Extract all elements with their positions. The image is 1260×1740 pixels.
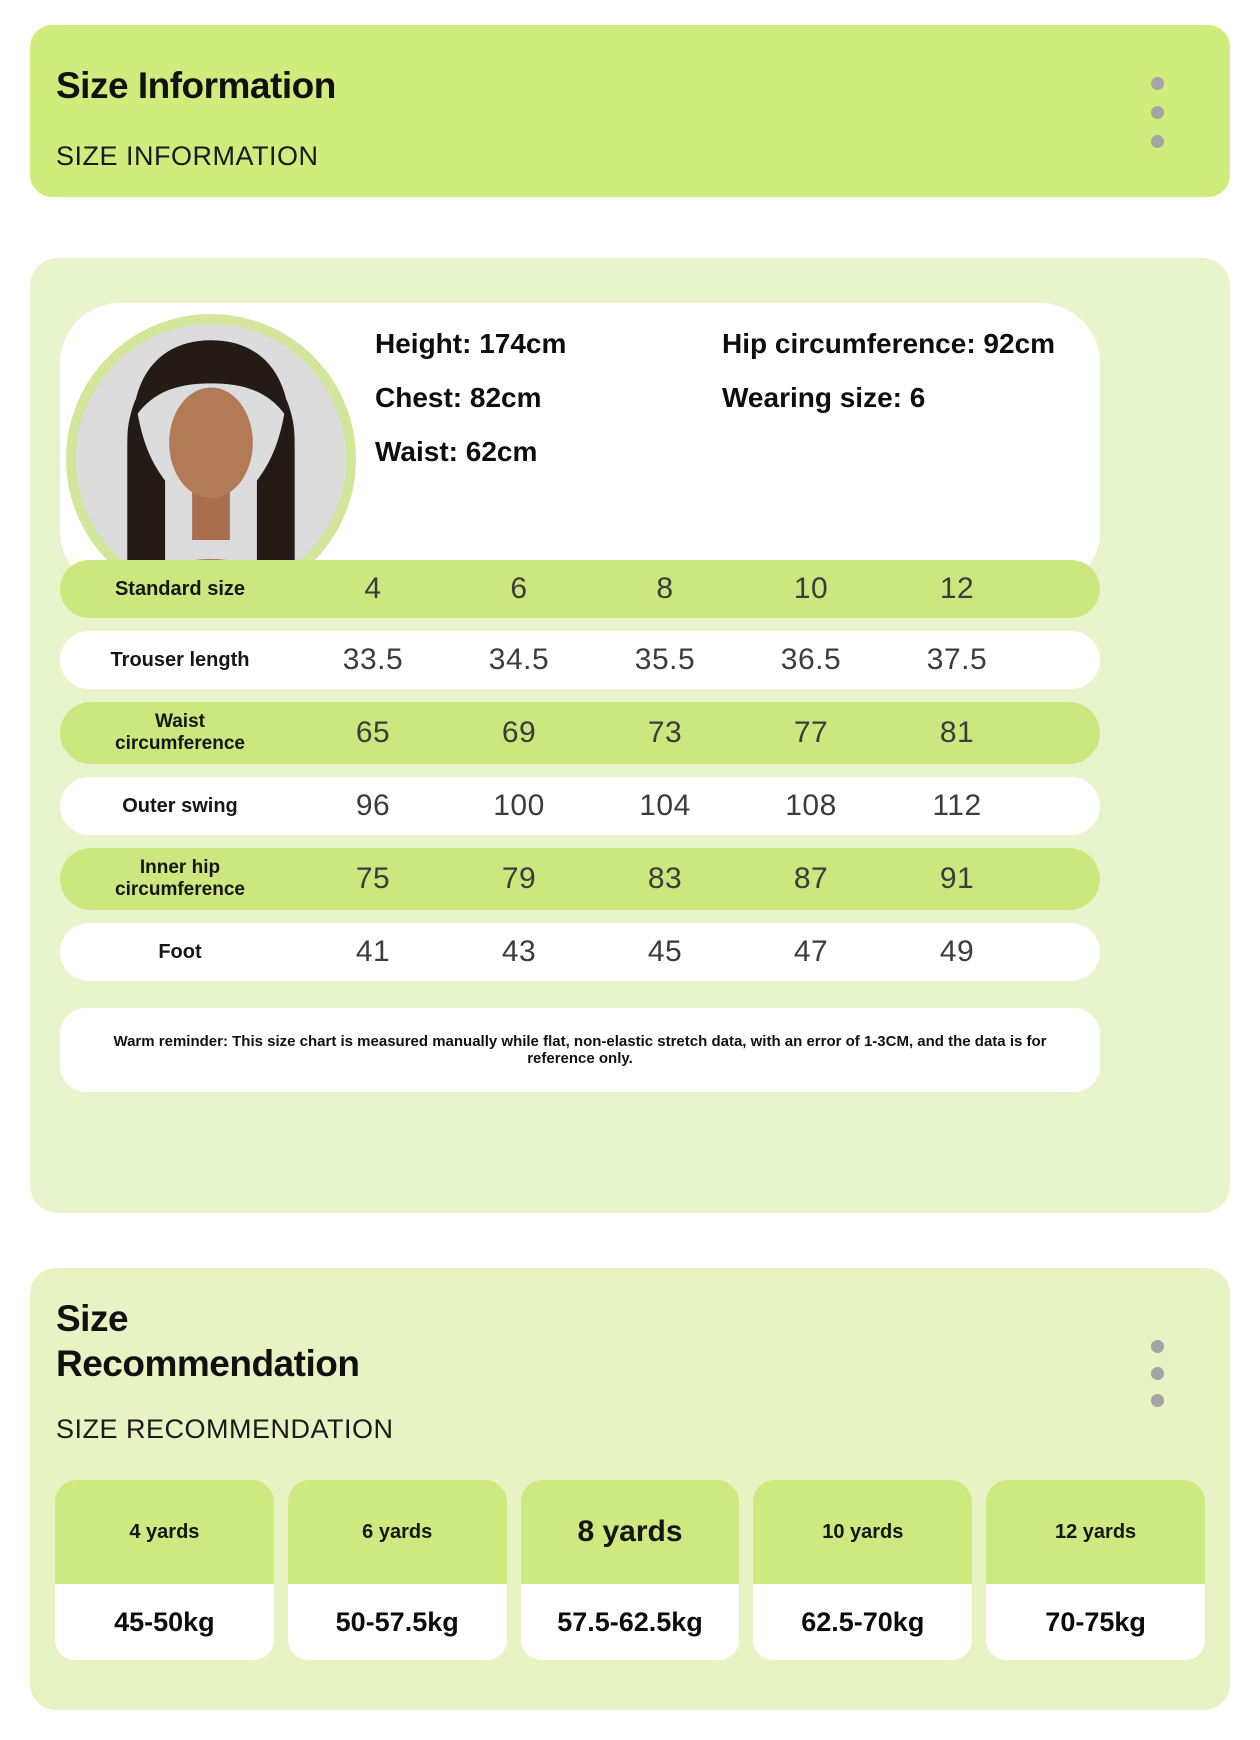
recommendation-title: Size Recommendation: [56, 1298, 360, 1384]
size-value: 41: [355, 935, 391, 968]
size-label: 10 yards: [753, 1480, 972, 1584]
stat-hip-circumference: Hip circumference: 92cm: [722, 328, 1056, 359]
size-label: 12 yards: [986, 1480, 1205, 1584]
size-value: 96: [355, 789, 391, 822]
dot-icon: [1151, 1340, 1164, 1353]
size-value: 65: [355, 716, 391, 749]
recommendation-card-row: [55, 1480, 1205, 1660]
size-value: 37.5: [926, 643, 988, 676]
size-value: 87: [793, 862, 829, 895]
size-value: 47: [793, 935, 829, 968]
more-options-icon: [1151, 1340, 1164, 1407]
weight-range-label: 45-50kg: [55, 1584, 274, 1660]
dot-icon: [1151, 77, 1164, 90]
row-label: Outer swing: [122, 794, 238, 817]
recommendation-item-6-yards: [288, 1480, 507, 1660]
recommendation-item-10-yards: [753, 1480, 972, 1660]
size-label: 8 yards: [521, 1480, 740, 1584]
warm-reminder-text: Warm reminder: This size chart is measured manually while flat, non-elastic stretch data, with an error of 1-3CM, and the data is for reference only.: [113, 1033, 1047, 1067]
dot-icon: [1151, 1367, 1164, 1380]
size-value: 73: [647, 716, 683, 749]
size-value: 83: [647, 862, 683, 895]
size-value: 108: [785, 789, 837, 822]
size-value: 34.5: [488, 643, 550, 676]
dot-icon: [1151, 1394, 1164, 1407]
stat-chest: Chest: 82cm: [375, 382, 542, 413]
size-value: 8: [656, 572, 674, 605]
size-value: 112: [932, 789, 982, 822]
recommendation-item-12-yards: [986, 1480, 1205, 1660]
size-value: 79: [501, 862, 537, 895]
size-label: 4 yards: [55, 1480, 274, 1584]
size-value: 43: [501, 935, 537, 968]
size-value: 91: [939, 862, 975, 895]
weight-range-label: 70-75kg: [986, 1584, 1205, 1660]
model-portrait-image: [76, 324, 346, 594]
row-label: Standard size: [114, 577, 246, 600]
stat-waist: Waist: 62cm: [375, 436, 538, 467]
weight-range-label: 57.5-62.5kg: [521, 1584, 740, 1660]
table-row-trouser-length: [60, 631, 1100, 689]
weight-range-label: 62.5-70kg: [753, 1584, 972, 1660]
size-value: 12: [939, 572, 975, 605]
recommendation-subtitle: SIZE RECOMMENDATION: [56, 1414, 394, 1444]
row-label: Inner hip circumference: [115, 856, 245, 900]
size-value: 77: [793, 716, 829, 749]
size-value: 45: [647, 935, 683, 968]
warm-reminder-box: [60, 1008, 1100, 1092]
row-label: Trouser length: [110, 648, 250, 671]
page-subtitle: SIZE INFORMATION: [56, 141, 319, 171]
size-value: 33.5: [342, 643, 404, 676]
size-value: 81: [939, 716, 975, 749]
size-value: 104: [639, 789, 691, 822]
size-value: 10: [793, 572, 829, 605]
size-recommendation-card: [30, 1268, 1230, 1710]
table-header-row: [60, 560, 1100, 618]
size-label: 6 yards: [288, 1480, 507, 1584]
size-value: 75: [355, 862, 391, 895]
recommendation-item-4-yards: [55, 1480, 274, 1660]
row-label: Waist circumference: [115, 710, 245, 754]
size-value: 6: [510, 572, 528, 605]
table-row-inner-hip-circumference: [60, 848, 1100, 910]
size-value: 4: [364, 572, 382, 605]
size-value: 100: [493, 789, 545, 822]
weight-range-label: 50-57.5kg: [288, 1584, 507, 1660]
size-value: 69: [501, 716, 537, 749]
size-detail-card: [30, 258, 1230, 1213]
dot-icon: [1151, 135, 1164, 148]
table-row-outer-swing: [60, 777, 1100, 835]
size-value: 35.5: [634, 643, 696, 676]
row-label: Foot: [158, 940, 202, 963]
stat-wearing-size: Wearing size: 6: [722, 382, 926, 413]
page-title: Size Information: [56, 65, 336, 106]
size-table: [60, 560, 1100, 994]
table-row-waist-circumference: [60, 702, 1100, 764]
more-options-icon: [1151, 77, 1164, 148]
dot-icon: [1151, 106, 1164, 119]
stat-height: Height: 174cm: [375, 328, 567, 359]
size-information-header-card: [30, 25, 1230, 197]
size-value: 49: [939, 935, 975, 968]
recommendation-item-8-yards: [521, 1480, 740, 1660]
table-row-foot: [60, 923, 1100, 981]
size-value: 36.5: [780, 643, 842, 676]
